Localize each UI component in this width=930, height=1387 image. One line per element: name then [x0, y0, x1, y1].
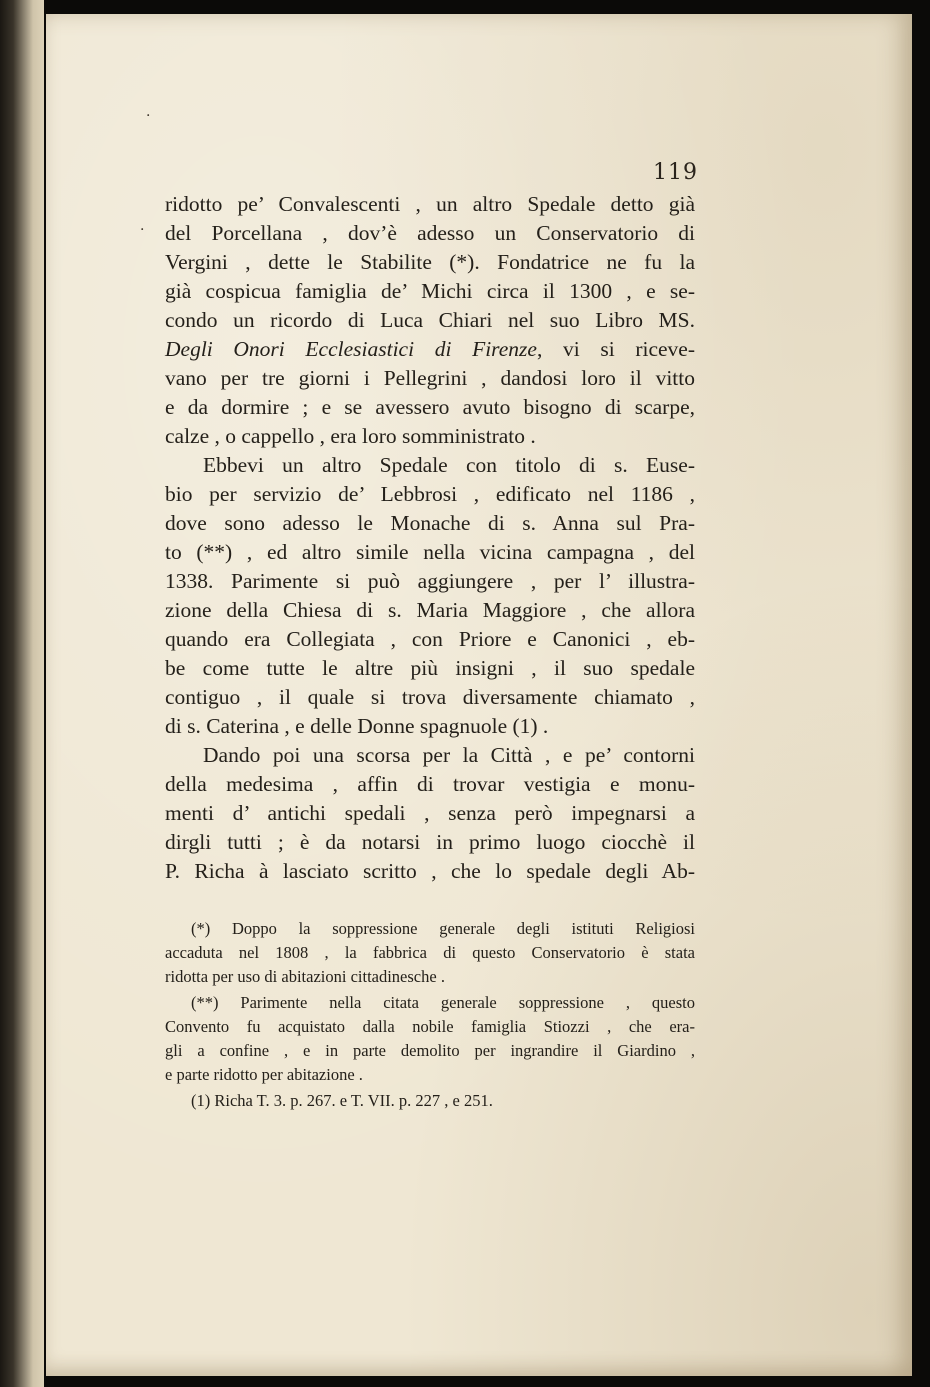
text-line: e da dormire ; e se avessero avuto bisogno di scarpe, [165, 395, 695, 419]
footnote [165, 1089, 695, 1113]
footnote-line: (**) Parimente nella citata generale soppressione , questo [191, 993, 695, 1012]
footnote-line: ridotta per uso di abitazioni cittadinesche . [165, 967, 445, 986]
text-line: Dando poi una scorsa per la Città , e pe’ contorni [203, 743, 695, 767]
text-line: della medesima , affin di trovar vestigia e monu- [165, 772, 695, 796]
text-line: di s. Caterina , e delle Donne spagnuole (1) . [165, 714, 549, 738]
text-line: vano per tre giorni i Pellegrini , dandosi loro il vitto [165, 366, 695, 390]
text-line: P. Richa à lasciato scritto , che lo spedale degli Ab- [165, 859, 695, 883]
text-line: menti d’ antichi spedali , senza però impegnarsi a [165, 801, 695, 825]
footnote-line: (1) Richa T. 3. p. 267. e T. VII. p. 227 , e 251. [191, 1091, 493, 1110]
footnote-line: gli a confine , e in parte demolito per ingrandire il Giardino , [165, 1041, 695, 1060]
footnote-line: e parte ridotto per abitazione . [165, 1065, 363, 1084]
text-line: già cospicua famiglia de’ Michi circa il 1300 , e se- [165, 279, 695, 303]
text-line: to (**) , ed altro simile nella vicina campagna , del [165, 540, 695, 564]
footnote [165, 917, 695, 989]
footnotes [165, 917, 695, 1115]
text-line: calze , o cappello , era loro somministrato . [165, 424, 536, 448]
text-line: quando era Collegiata , con Priore e Canonici , eb- [165, 627, 695, 651]
body-text [165, 190, 695, 886]
footnote [165, 991, 695, 1087]
text-line: 1338. Parimente si può aggiungere , per l’ illustra- [165, 569, 695, 593]
text-line: be come tutte le altre più insigni , il suo spedale [165, 656, 695, 680]
text-line: zione della Chiesa di s. Maria Maggiore , che allora [165, 598, 695, 622]
text-line: dirgli tutti ; è da notarsi in primo luogo ciocchè il [165, 830, 695, 854]
text-fragment: , vi si riceve- [536, 337, 695, 361]
text-line: contiguo , il quale si trova diversamente chiamato , [165, 685, 695, 709]
page-number: 119 [653, 160, 698, 185]
text-line: bio per servizio de’ Lebbrosi , edificato nel 1186 , [165, 482, 695, 506]
text-line: del Porcellana , dov’è adesso un Conservatorio di [165, 221, 695, 245]
footnote-line: accaduta nel 1808 , la fabbrica di questo Conservatorio è stata [165, 943, 695, 962]
text-line: ridotto pe’ Convalescenti , un altro Spedale detto già [165, 192, 695, 216]
text-line: Vergini , dette le Stabilite (*). Fondatrice ne fu la [165, 250, 695, 274]
text-line: condo un ricordo di Luca Chiari nel suo Libro MS. [165, 308, 695, 332]
ink-speck: · [146, 108, 151, 124]
text-line [165, 335, 695, 364]
text-line: dove sono adesso le Monache di s. Anna sul Pra- [165, 511, 695, 535]
footnote-line: (*) Doppo la soppressione generale degli istituti Religiosi [191, 919, 695, 938]
ink-speck: · [140, 222, 145, 238]
footnote-line: Convento fu acquistato dalla nobile famiglia Stiozzi , che era- [165, 1017, 695, 1036]
adjacent-page-edge [0, 0, 44, 1387]
text-line: Ebbevi un altro Spedale con titolo di s. Euse- [203, 453, 695, 477]
italic-title: Degli Onori Ecclesiastici di Firenze [165, 337, 537, 361]
